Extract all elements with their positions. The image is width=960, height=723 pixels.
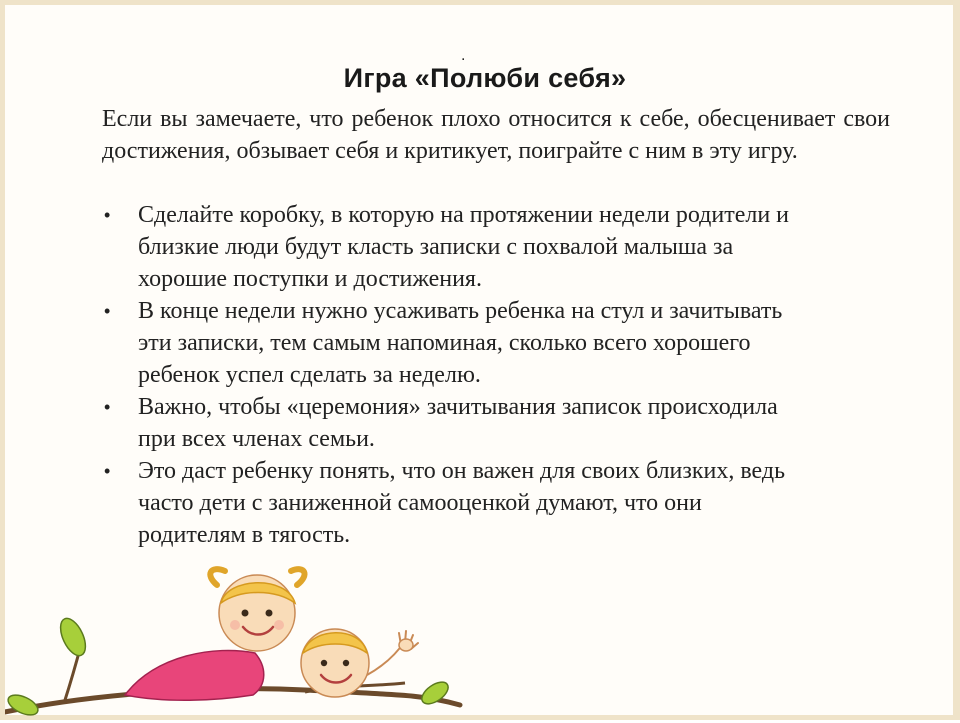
bullet-line: хорошие поступки и достижения. xyxy=(138,266,482,292)
bullet-icon: • xyxy=(104,205,111,225)
list-item xyxy=(102,295,882,391)
bullet-line: Важно, чтобы «церемония» зачитывания записок происходила xyxy=(138,394,778,420)
bullet-list xyxy=(102,199,882,551)
decorative-dot: . xyxy=(461,47,466,64)
bullet-line: В конце недели нужно усаживать ребенка на стул и зачитывать xyxy=(138,298,783,324)
bullet-line: близкие люди будут класть записки с похвалой малыша за xyxy=(138,234,734,260)
bullet-line: ребенок успел сделать за неделю. xyxy=(138,362,481,388)
bullet-line: при всех членах семьи. xyxy=(138,426,375,452)
bullet-line: Сделайте коробку, в которую на протяжении недели родители и xyxy=(138,202,790,228)
children-on-branch-illustration xyxy=(5,545,465,723)
bullet-line: Это даст ребенку понять, что он важен для своих близких, ведь xyxy=(138,458,786,484)
bullet-icon: • xyxy=(104,461,111,481)
intro-paragraph: Если вы замечаете, что ребенок плохо относится к себе, обесценивает свои достижения, обзывает себя и критикует, поиграйте с ним в эту игру. xyxy=(102,106,890,164)
page-title: Игра «Полюби себя» xyxy=(343,63,627,93)
list-item xyxy=(102,455,882,551)
list-item xyxy=(102,199,882,295)
bullet-icon: • xyxy=(104,301,111,321)
list-item xyxy=(102,391,882,455)
bullet-icon: • xyxy=(104,397,111,417)
bullet-line: часто дети с заниженной самооценкой думают, что они xyxy=(138,490,702,516)
bullet-line: эти записки, тем самым напоминая, сколько всего хорошего xyxy=(138,330,751,356)
bullet-line: родителям в тягость. xyxy=(138,522,351,548)
